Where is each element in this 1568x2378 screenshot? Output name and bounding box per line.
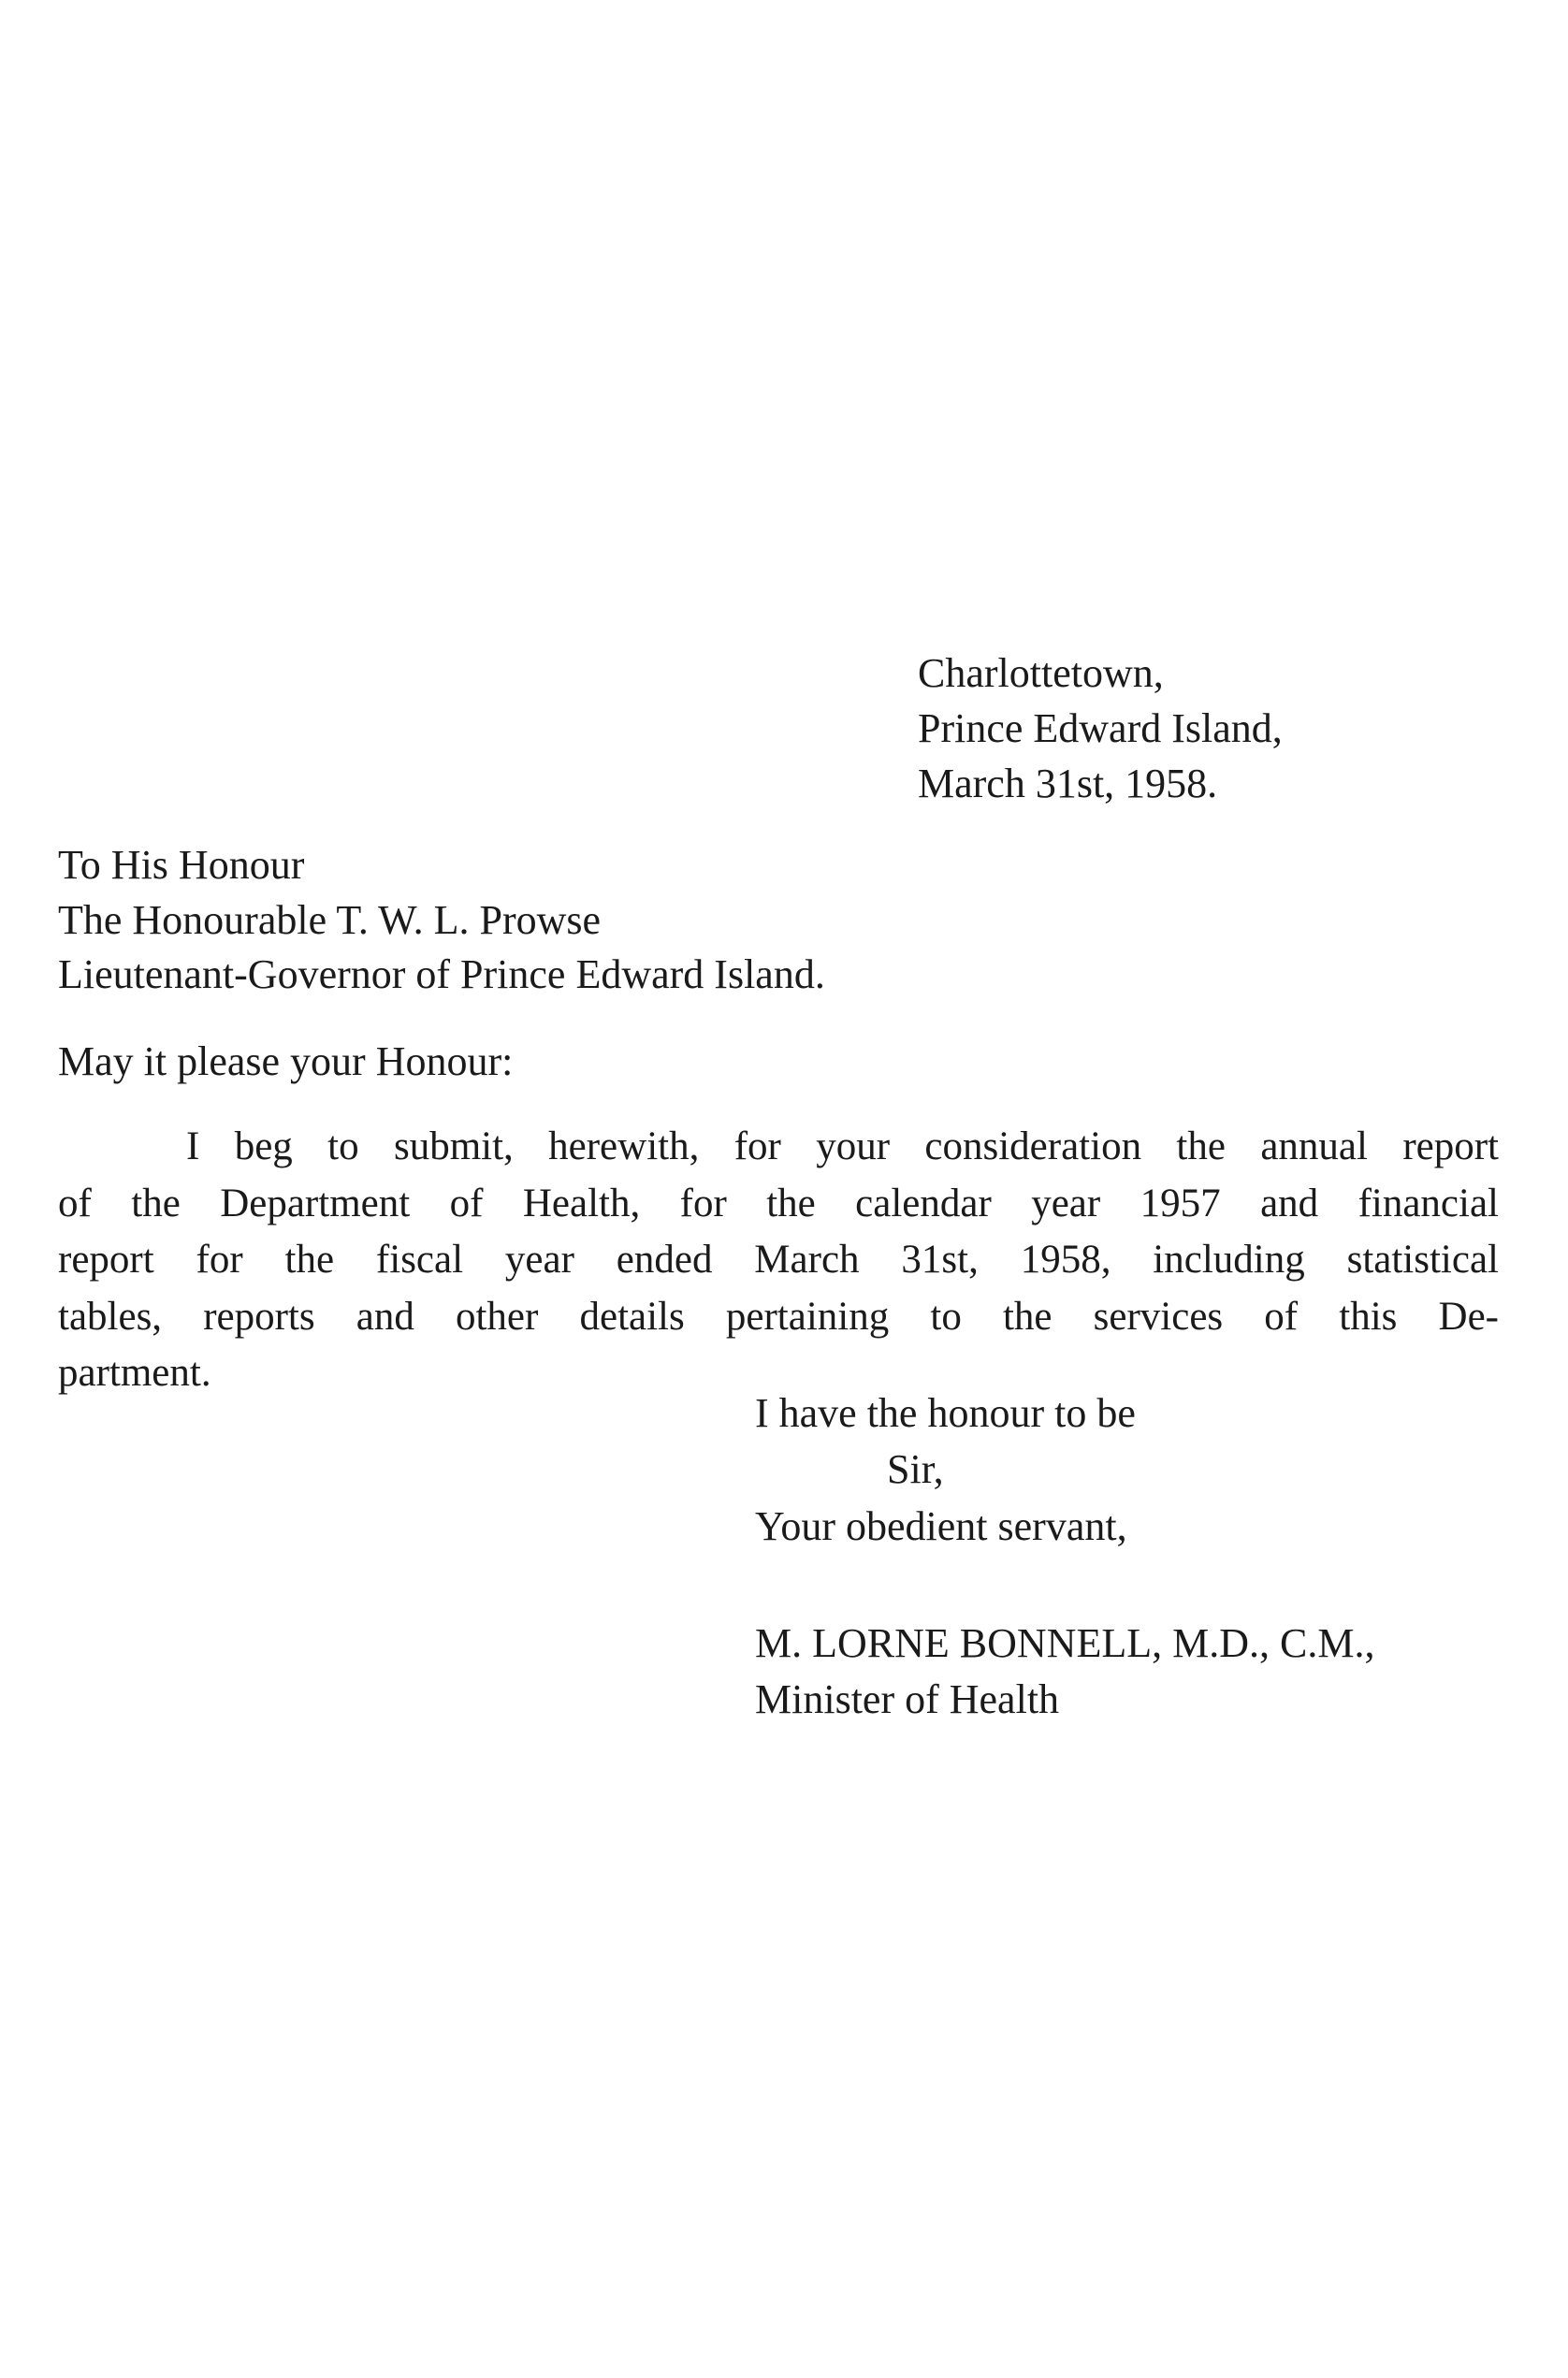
body-paragraph [58,1119,1499,1402]
closing-line-3: Your obedient servant, [755,1503,1127,1549]
addressee-line-3: Lieutenant-Governor of Prince Edward Island. [58,951,825,997]
body-line-5: partment. [58,1351,211,1395]
signatory-title: Minister of Health [755,1676,1060,1722]
letter-date: March 31st, 1958. [918,761,1218,806]
addressee-line-2: The Honourable T. W. L. Prowse [58,897,602,943]
salutation: May it please your Honour: [58,1038,514,1084]
body-line-1: I beg to submit, herewith, for your consideration the annual report [186,1124,1499,1168]
body-line-2: of the Department of Health, for the calendar year 1957 and financial [58,1181,1499,1225]
addressee-line-1: To His Honour [58,842,305,888]
signatory-name: M. LORNE BONNELL, M.D., C.M., [755,1620,1375,1666]
place-province: Prince Edward Island, [918,705,1283,751]
body-line-4: tables, reports and other details pertaining to the services of this De- [58,1294,1499,1339]
closing-line-1: I have the honour to be [755,1390,1136,1436]
body-line-3: report for the fiscal year ended March 31st, 1958, including statistical [58,1238,1499,1282]
closing-line-2: Sir, [887,1446,944,1492]
place-city: Charlottetown, [918,650,1164,696]
